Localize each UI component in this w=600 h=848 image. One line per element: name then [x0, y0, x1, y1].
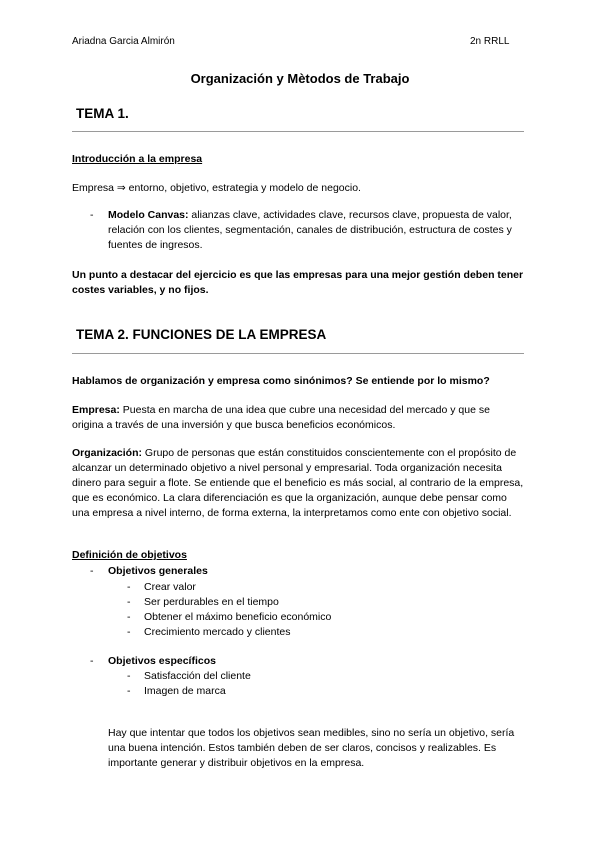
canvas-paragraph [108, 208, 524, 253]
empresa-paragraph [72, 403, 524, 433]
general-title: Objetivos generales [108, 565, 208, 577]
closing-paragraph: Hay que intentar que todos los objetivos sean medibles, sino no sería un objetivo, sería una buena intención. Estos también deben de ser claros, concisos y realizables. Es importante generar y distribuir objetivos en la empresa. [108, 727, 515, 769]
general-item: Ser perdurables en el tiempo [144, 596, 279, 608]
organizacion-paragraph [72, 446, 524, 521]
tema1-highlight: Un punto a destacar del ejercicio es que las empresas para una mejor gestión deben tener costes variables, y no fijos. [72, 269, 524, 296]
canvas-text: alianzas clave, actividades clave, recursos clave, propuesta de valor, relación con los clientes, segmentación, canales de distribución, estructura de costes y fuentes de ingresos. [108, 209, 512, 251]
bullet-dash: - [127, 611, 131, 623]
general-item: Crear valor [144, 581, 196, 593]
header-author: Ariadna Garcia Almirón [72, 36, 175, 47]
specific-title: Objetivos específicos [108, 655, 216, 667]
general-item: Obtener el máximo beneficio económico [144, 611, 332, 623]
bullet-dash: - [127, 670, 131, 682]
bullet-dash: - [90, 655, 94, 667]
empresa-text: Puesta en marcha de una idea que cubre una necesidad del mercado y que se origina a través de una inversión y que busca beneficios económicos. [72, 404, 490, 431]
tema1-heading: TEMA 1. [76, 106, 129, 121]
organizacion-text: Grupo de personas que están constituidos conscientemente con el propósito de alcanzar un determinado objetivo a nivel personal y empresarial. Toda organización necesita dinero para seguir a flote. Se entiende que el beneficio es más social, al contrario de la empresa, que es económico. La clara diferenciación es que la organización, aunque debe pensar como una empresa a nivel interno, de forma externa, la interpretamos como ente con objetivo social. [72, 447, 524, 519]
document-title: Organización y Mètodos de Trabajo [190, 71, 410, 86]
tema2-heading: TEMA 2. FUNCIONES DE LA EMPRESA [76, 327, 327, 342]
empresa-line: Empresa ⇒ entorno, objetivo, estrategia y modelo de negocio. [72, 182, 361, 194]
bullet-dash: - [127, 685, 131, 697]
specific-item: Satisfacción del cliente [144, 670, 251, 682]
bullet-dash: - [90, 209, 94, 221]
intro-title: Introducción a la empresa [72, 153, 203, 165]
bullet-dash: - [127, 581, 131, 593]
bullet-dash: - [127, 596, 131, 608]
specific-item: Imagen de marca [144, 685, 226, 697]
empresa-label: Empresa: [72, 404, 120, 416]
bullet-dash: - [127, 626, 131, 638]
tema2-rule [72, 353, 524, 354]
bullet-dash: - [90, 565, 94, 577]
tema1-rule [72, 131, 524, 132]
definicion-title: Definición de objetivos [72, 549, 187, 561]
general-item: Crecimiento mercado y clientes [144, 626, 291, 638]
canvas-label: Modelo Canvas: [108, 209, 189, 221]
header-course: 2n RRLL [470, 36, 510, 47]
organizacion-label: Organización: [72, 447, 143, 459]
tema2-question: Hablamos de organización y empresa como sinónimos? Se entiende por lo mismo? [72, 375, 490, 387]
